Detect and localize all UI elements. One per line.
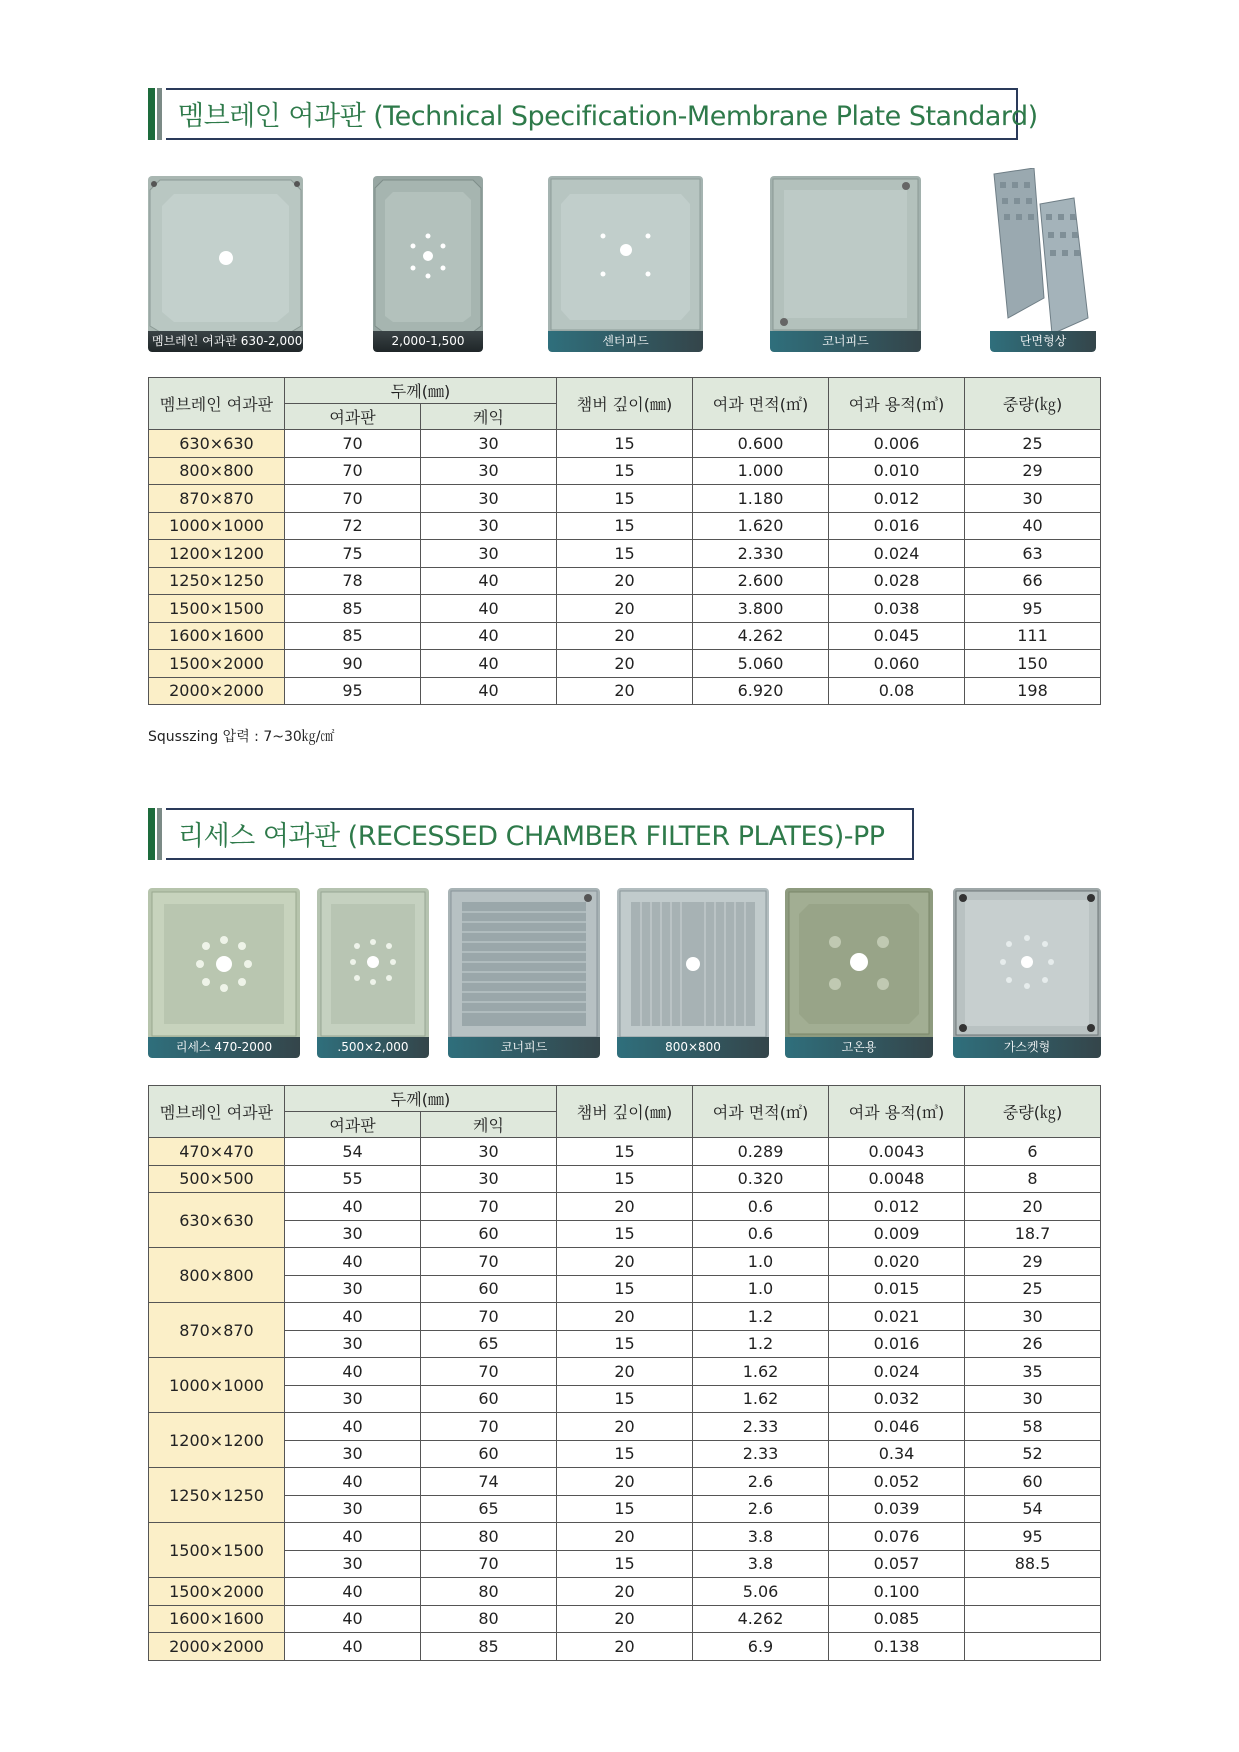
plate-size-cell: 1200×1200 — [149, 1413, 285, 1468]
membrane-plate-photo — [373, 176, 483, 352]
plate-size-cell: 1500×1500 — [149, 1523, 285, 1578]
table-row — [149, 512, 1101, 540]
weight-cell: 198 — [965, 677, 1101, 705]
table-row — [149, 1578, 1101, 1606]
filter-area-cell: 0.600 — [693, 430, 829, 458]
cake-thickness-cell: 85 — [421, 1633, 557, 1661]
plate-size-cell: 1600×1600 — [149, 622, 285, 650]
photo-caption: .500×2,000 — [317, 1037, 429, 1058]
weight-cell: 88.5 — [965, 1550, 1101, 1578]
cake-thickness-cell: 40 — [421, 567, 557, 595]
header-name: 멤브레인 여과판 — [149, 1086, 285, 1138]
weight-cell: 18.7 — [965, 1220, 1101, 1248]
photo-caption: 2,000-1,500 — [373, 331, 483, 352]
table-row — [149, 1303, 1101, 1331]
plate-size-cell: 1600×1600 — [149, 1605, 285, 1633]
filter-volume-cell: 0.138 — [829, 1633, 965, 1661]
weight-cell: 25 — [965, 430, 1101, 458]
table-row — [149, 1358, 1101, 1386]
cake-thickness-cell: 70 — [421, 1413, 557, 1441]
plate-size-cell: 2000×2000 — [149, 677, 285, 705]
plate-thickness-cell: 70 — [285, 485, 421, 513]
chamber-depth-cell: 15 — [557, 1440, 693, 1468]
plate-image — [548, 176, 703, 352]
weight-cell: 29 — [965, 1248, 1101, 1276]
photo-caption: 코너피드 — [448, 1037, 600, 1058]
cake-thickness-cell: 40 — [421, 650, 557, 678]
filter-volume-cell: 0.020 — [829, 1248, 965, 1276]
filter-volume-cell: 0.012 — [829, 485, 965, 513]
table-row — [149, 1495, 1101, 1523]
chamber-depth-cell: 20 — [557, 1413, 693, 1441]
filter-area-cell: 2.6 — [693, 1495, 829, 1523]
plate-thickness-cell: 75 — [285, 540, 421, 568]
plate-thickness-cell: 95 — [285, 677, 421, 705]
plate-size-cell: 1000×1000 — [149, 1358, 285, 1413]
chamber-depth-cell: 15 — [557, 1165, 693, 1193]
plate-image — [617, 888, 769, 1058]
plate-image — [785, 888, 933, 1058]
photo-caption: 코너피드 — [770, 331, 921, 352]
chamber-depth-cell: 20 — [557, 1248, 693, 1276]
filter-area-cell: 3.800 — [693, 595, 829, 623]
cake-thickness-cell: 60 — [421, 1220, 557, 1248]
chamber-depth-cell: 20 — [557, 567, 693, 595]
filter-area-cell: 1.620 — [693, 512, 829, 540]
table-row — [149, 1550, 1101, 1578]
filter-area-cell: 3.8 — [693, 1523, 829, 1551]
filter-area-cell: 2.330 — [693, 540, 829, 568]
cake-thickness-cell: 70 — [421, 1248, 557, 1276]
plate-image — [448, 888, 600, 1058]
filter-volume-cell: 0.039 — [829, 1495, 965, 1523]
photo-caption: 센터피드 — [548, 331, 703, 352]
cake-thickness-cell: 30 — [421, 1165, 557, 1193]
plate-size-cell: 2000×2000 — [149, 1633, 285, 1661]
filter-area-cell: 0.289 — [693, 1138, 829, 1166]
filter-volume-cell: 0.016 — [829, 1330, 965, 1358]
plate-image — [148, 176, 303, 352]
squeezing-pressure-note: Squsszing 압력 : 7~30㎏/㎠ — [148, 729, 335, 745]
plate-thickness-cell: 85 — [285, 595, 421, 623]
plate-size-cell: 870×870 — [149, 485, 285, 513]
table-row — [149, 1385, 1101, 1413]
filter-area-cell: 1.0 — [693, 1275, 829, 1303]
table-row — [149, 1605, 1101, 1633]
filter-volume-cell: 0.016 — [829, 512, 965, 540]
plate-size-cell: 1000×1000 — [149, 512, 285, 540]
filter-volume-cell: 0.012 — [829, 1193, 965, 1221]
plate-image — [770, 176, 921, 352]
plate-thickness-cell: 70 — [285, 430, 421, 458]
weight-cell: 95 — [965, 1523, 1101, 1551]
filter-area-cell: 0.320 — [693, 1165, 829, 1193]
weight-cell: 6 — [965, 1138, 1101, 1166]
plate-image — [953, 888, 1101, 1058]
chamber-depth-cell: 20 — [557, 1633, 693, 1661]
weight-cell: 8 — [965, 1165, 1101, 1193]
weight-cell: 95 — [965, 595, 1101, 623]
filter-volume-cell: 0.34 — [829, 1440, 965, 1468]
filter-area-cell: 1.180 — [693, 485, 829, 513]
plate-size-cell: 1250×1250 — [149, 1468, 285, 1523]
weight-cell: 30 — [965, 485, 1101, 513]
plate-size-cell: 1250×1250 — [149, 567, 285, 595]
table-row — [149, 1275, 1101, 1303]
weight-cell: 29 — [965, 457, 1101, 485]
chamber-depth-cell: 20 — [557, 1605, 693, 1633]
header-chamber-depth: 챔버 깊이(㎜) — [557, 378, 693, 430]
chamber-depth-cell: 15 — [557, 512, 693, 540]
header-thickness: 두께(㎜) — [285, 1086, 557, 1112]
cake-thickness-cell: 40 — [421, 595, 557, 623]
photo-caption: 리세스 470-2000 — [148, 1037, 300, 1058]
chamber-depth-cell: 20 — [557, 1193, 693, 1221]
weight-cell: 20 — [965, 1193, 1101, 1221]
weight-cell: 58 — [965, 1413, 1101, 1441]
chamber-depth-cell: 20 — [557, 1468, 693, 1496]
plate-thickness-cell: 40 — [285, 1358, 421, 1386]
plate-thickness-cell: 85 — [285, 622, 421, 650]
filter-volume-cell: 0.024 — [829, 1358, 965, 1386]
plate-thickness-cell: 30 — [285, 1220, 421, 1248]
table-row — [149, 595, 1101, 623]
filter-area-cell: 1.2 — [693, 1303, 829, 1331]
plate-thickness-cell: 30 — [285, 1440, 421, 1468]
cake-thickness-cell: 80 — [421, 1578, 557, 1606]
plate-thickness-cell: 30 — [285, 1385, 421, 1413]
chamber-depth-cell: 20 — [557, 595, 693, 623]
recessed-plate-photo — [448, 888, 600, 1058]
table-row — [149, 485, 1101, 513]
filter-area-cell: 3.8 — [693, 1550, 829, 1578]
header-filter-area: 여과 면적(㎡) — [693, 378, 829, 430]
plate-thickness-cell: 72 — [285, 512, 421, 540]
plate-size-cell: 630×630 — [149, 1193, 285, 1248]
filter-volume-cell: 0.076 — [829, 1523, 965, 1551]
header-weight: 중량(㎏) — [965, 378, 1101, 430]
plate-thickness-cell: 30 — [285, 1495, 421, 1523]
filter-volume-cell: 0.100 — [829, 1578, 965, 1606]
chamber-depth-cell: 20 — [557, 1578, 693, 1606]
cake-thickness-cell: 70 — [421, 1550, 557, 1578]
cake-thickness-cell: 60 — [421, 1385, 557, 1413]
header-filter-volume: 여과 용적(㎥) — [829, 1086, 965, 1138]
plate-size-cell: 1500×1500 — [149, 595, 285, 623]
filter-volume-cell: 0.046 — [829, 1413, 965, 1441]
section1-title-box — [148, 88, 1038, 140]
header-filter-area: 여과 면적(㎡) — [693, 1086, 829, 1138]
filter-volume-cell: 0.021 — [829, 1303, 965, 1331]
chamber-depth-cell: 20 — [557, 1303, 693, 1331]
membrane-plate-photo — [770, 176, 921, 352]
plate-thickness-cell: 30 — [285, 1275, 421, 1303]
photo-caption: 고온용 — [785, 1037, 933, 1058]
cross-section-photo — [990, 168, 1096, 352]
photo-caption: 단면형상 — [990, 331, 1096, 352]
filter-volume-cell: 0.038 — [829, 595, 965, 623]
cake-thickness-cell: 70 — [421, 1358, 557, 1386]
plate-size-cell: 800×800 — [149, 1248, 285, 1303]
table-row — [149, 1523, 1101, 1551]
filter-area-cell: 1.000 — [693, 457, 829, 485]
weight-cell — [965, 1578, 1101, 1606]
weight-cell: 52 — [965, 1440, 1101, 1468]
filter-area-cell: 2.6 — [693, 1468, 829, 1496]
recessed-plate-photo — [317, 888, 429, 1058]
filter-volume-cell: 0.0043 — [829, 1138, 965, 1166]
weight-cell: 30 — [965, 1303, 1101, 1331]
weight-cell: 150 — [965, 650, 1101, 678]
cake-thickness-cell: 65 — [421, 1495, 557, 1523]
filter-area-cell: 1.62 — [693, 1385, 829, 1413]
filter-area-cell: 0.6 — [693, 1193, 829, 1221]
cake-thickness-cell: 80 — [421, 1523, 557, 1551]
weight-cell — [965, 1633, 1101, 1661]
plate-thickness-cell: 40 — [285, 1248, 421, 1276]
table-row — [149, 1193, 1101, 1221]
filter-volume-cell: 0.028 — [829, 567, 965, 595]
filter-volume-cell: 0.060 — [829, 650, 965, 678]
filter-area-cell: 1.0 — [693, 1248, 829, 1276]
plate-thickness-cell: 30 — [285, 1550, 421, 1578]
table-row — [149, 567, 1101, 595]
filter-area-cell: 1.2 — [693, 1330, 829, 1358]
header-chamber-depth: 챔버 깊이(㎜) — [557, 1086, 693, 1138]
section2-title: 리세스 여과판 (RECESSED CHAMBER FILTER PLATES)-PP — [178, 821, 885, 852]
table-row — [149, 1138, 1101, 1166]
title-accent-bar — [157, 808, 162, 860]
weight-cell: 66 — [965, 567, 1101, 595]
cake-thickness-cell: 70 — [421, 1303, 557, 1331]
cake-thickness-cell: 60 — [421, 1275, 557, 1303]
filter-area-cell: 2.600 — [693, 567, 829, 595]
membrane-plate-spec-table — [148, 377, 1101, 705]
plate-size-cell: 1200×1200 — [149, 540, 285, 568]
filter-area-cell: 1.62 — [693, 1358, 829, 1386]
header-filter-volume: 여과 용적(㎥) — [829, 378, 965, 430]
recessed-plate-photo — [617, 888, 769, 1058]
filter-area-cell: 6.9 — [693, 1633, 829, 1661]
cake-thickness-cell: 30 — [421, 540, 557, 568]
chamber-depth-cell: 15 — [557, 1385, 693, 1413]
plate-image — [317, 888, 429, 1058]
filter-area-cell: 5.060 — [693, 650, 829, 678]
filter-area-cell: 6.920 — [693, 677, 829, 705]
chamber-depth-cell: 15 — [557, 485, 693, 513]
plate-thickness-cell: 40 — [285, 1523, 421, 1551]
cross-section-image — [990, 168, 1096, 352]
chamber-depth-cell: 15 — [557, 1495, 693, 1523]
cake-thickness-cell: 30 — [421, 512, 557, 540]
cake-thickness-cell: 65 — [421, 1330, 557, 1358]
chamber-depth-cell: 20 — [557, 677, 693, 705]
table-row — [149, 650, 1101, 678]
filter-volume-cell: 0.006 — [829, 430, 965, 458]
table-row — [149, 540, 1101, 568]
filter-volume-cell: 0.057 — [829, 1550, 965, 1578]
plate-thickness-cell: 90 — [285, 650, 421, 678]
cake-thickness-cell: 40 — [421, 677, 557, 705]
filter-volume-cell: 0.08 — [829, 677, 965, 705]
filter-volume-cell: 0.045 — [829, 622, 965, 650]
weight-cell — [965, 1605, 1101, 1633]
filter-volume-cell: 0.009 — [829, 1220, 965, 1248]
chamber-depth-cell: 15 — [557, 540, 693, 568]
recessed-plate-spec-table — [148, 1085, 1101, 1661]
cake-thickness-cell: 30 — [421, 1138, 557, 1166]
plate-size-cell: 470×470 — [149, 1138, 285, 1166]
header-weight: 중량(㎏) — [965, 1086, 1101, 1138]
chamber-depth-cell: 15 — [557, 1138, 693, 1166]
plate-thickness-cell: 40 — [285, 1633, 421, 1661]
title-accent-bar — [148, 88, 155, 140]
table-row — [149, 1330, 1101, 1358]
chamber-depth-cell: 20 — [557, 1358, 693, 1386]
chamber-depth-cell: 15 — [557, 457, 693, 485]
cake-thickness-cell: 30 — [421, 457, 557, 485]
header-plate: 여과판 — [285, 404, 421, 430]
filter-area-cell: 2.33 — [693, 1413, 829, 1441]
title-accent-bar — [148, 808, 155, 860]
plate-size-cell: 1500×2000 — [149, 650, 285, 678]
weight-cell: 63 — [965, 540, 1101, 568]
recessed-plate-photo — [148, 888, 300, 1058]
table-row — [149, 1165, 1101, 1193]
filter-area-cell: 0.6 — [693, 1220, 829, 1248]
filter-area-cell: 5.06 — [693, 1578, 829, 1606]
cake-thickness-cell: 80 — [421, 1605, 557, 1633]
plate-thickness-cell: 70 — [285, 457, 421, 485]
membrane-plate-photo — [148, 176, 303, 352]
cake-thickness-cell: 30 — [421, 485, 557, 513]
filter-area-cell: 4.262 — [693, 1605, 829, 1633]
table-row — [149, 1413, 1101, 1441]
cake-thickness-cell: 60 — [421, 1440, 557, 1468]
photo-caption: 가스켓형 — [953, 1037, 1101, 1058]
header-thickness: 두께(㎜) — [285, 378, 557, 404]
plate-image — [373, 176, 483, 352]
table-row — [149, 1440, 1101, 1468]
filter-area-cell: 2.33 — [693, 1440, 829, 1468]
table-row — [149, 622, 1101, 650]
header-name: 멤브레인 여과판 — [149, 378, 285, 430]
filter-volume-cell: 0.024 — [829, 540, 965, 568]
table-row — [149, 1248, 1101, 1276]
chamber-depth-cell: 15 — [557, 430, 693, 458]
plate-thickness-cell: 40 — [285, 1578, 421, 1606]
plate-thickness-cell: 40 — [285, 1413, 421, 1441]
chamber-depth-cell: 15 — [557, 1550, 693, 1578]
cake-thickness-cell: 74 — [421, 1468, 557, 1496]
plate-thickness-cell: 54 — [285, 1138, 421, 1166]
filter-area-cell: 4.262 — [693, 622, 829, 650]
table-row — [149, 677, 1101, 705]
filter-volume-cell: 0.0048 — [829, 1165, 965, 1193]
filter-volume-cell: 0.032 — [829, 1385, 965, 1413]
cake-thickness-cell: 70 — [421, 1193, 557, 1221]
plate-size-cell: 870×870 — [149, 1303, 285, 1358]
plate-size-cell: 1500×2000 — [149, 1578, 285, 1606]
weight-cell: 111 — [965, 622, 1101, 650]
filter-volume-cell: 0.085 — [829, 1605, 965, 1633]
photo-caption: 멤브레인 여과판 630-2,000 — [148, 331, 303, 352]
table-row — [149, 1633, 1101, 1661]
chamber-depth-cell: 20 — [557, 1523, 693, 1551]
weight-cell: 40 — [965, 512, 1101, 540]
plate-size-cell: 630×630 — [149, 430, 285, 458]
chamber-depth-cell: 15 — [557, 1330, 693, 1358]
weight-cell: 35 — [965, 1358, 1101, 1386]
filter-volume-cell: 0.052 — [829, 1468, 965, 1496]
plate-thickness-cell: 40 — [285, 1193, 421, 1221]
header-cake: 케익 — [421, 1112, 557, 1138]
section1-title: 멤브레인 여과판 (Technical Specification-Membrane Plate Standard) — [178, 101, 1038, 132]
chamber-depth-cell: 20 — [557, 650, 693, 678]
plate-thickness-cell: 30 — [285, 1330, 421, 1358]
plate-thickness-cell: 40 — [285, 1303, 421, 1331]
plate-thickness-cell: 78 — [285, 567, 421, 595]
header-cake: 케익 — [421, 404, 557, 430]
plate-thickness-cell: 40 — [285, 1605, 421, 1633]
membrane-plate-photo — [548, 176, 703, 352]
table-row — [149, 430, 1101, 458]
weight-cell: 54 — [965, 1495, 1101, 1523]
cake-thickness-cell: 40 — [421, 622, 557, 650]
table-row — [149, 457, 1101, 485]
table-row — [149, 1468, 1101, 1496]
weight-cell: 25 — [965, 1275, 1101, 1303]
plate-thickness-cell: 40 — [285, 1468, 421, 1496]
cake-thickness-cell: 30 — [421, 430, 557, 458]
plate-size-cell: 800×800 — [149, 457, 285, 485]
title-accent-bar — [157, 88, 162, 140]
table-row — [149, 1220, 1101, 1248]
filter-volume-cell: 0.015 — [829, 1275, 965, 1303]
plate-image — [148, 888, 300, 1058]
header-plate: 여과판 — [285, 1112, 421, 1138]
section2-title-box — [148, 808, 914, 860]
chamber-depth-cell: 20 — [557, 622, 693, 650]
recessed-plate-photo — [785, 888, 933, 1058]
chamber-depth-cell: 15 — [557, 1275, 693, 1303]
plate-size-cell: 500×500 — [149, 1165, 285, 1193]
plate-thickness-cell: 55 — [285, 1165, 421, 1193]
chamber-depth-cell: 15 — [557, 1220, 693, 1248]
weight-cell: 60 — [965, 1468, 1101, 1496]
weight-cell: 30 — [965, 1385, 1101, 1413]
recessed-plate-photo — [953, 888, 1101, 1058]
filter-volume-cell: 0.010 — [829, 457, 965, 485]
weight-cell: 26 — [965, 1330, 1101, 1358]
photo-caption: 800×800 — [617, 1037, 769, 1058]
